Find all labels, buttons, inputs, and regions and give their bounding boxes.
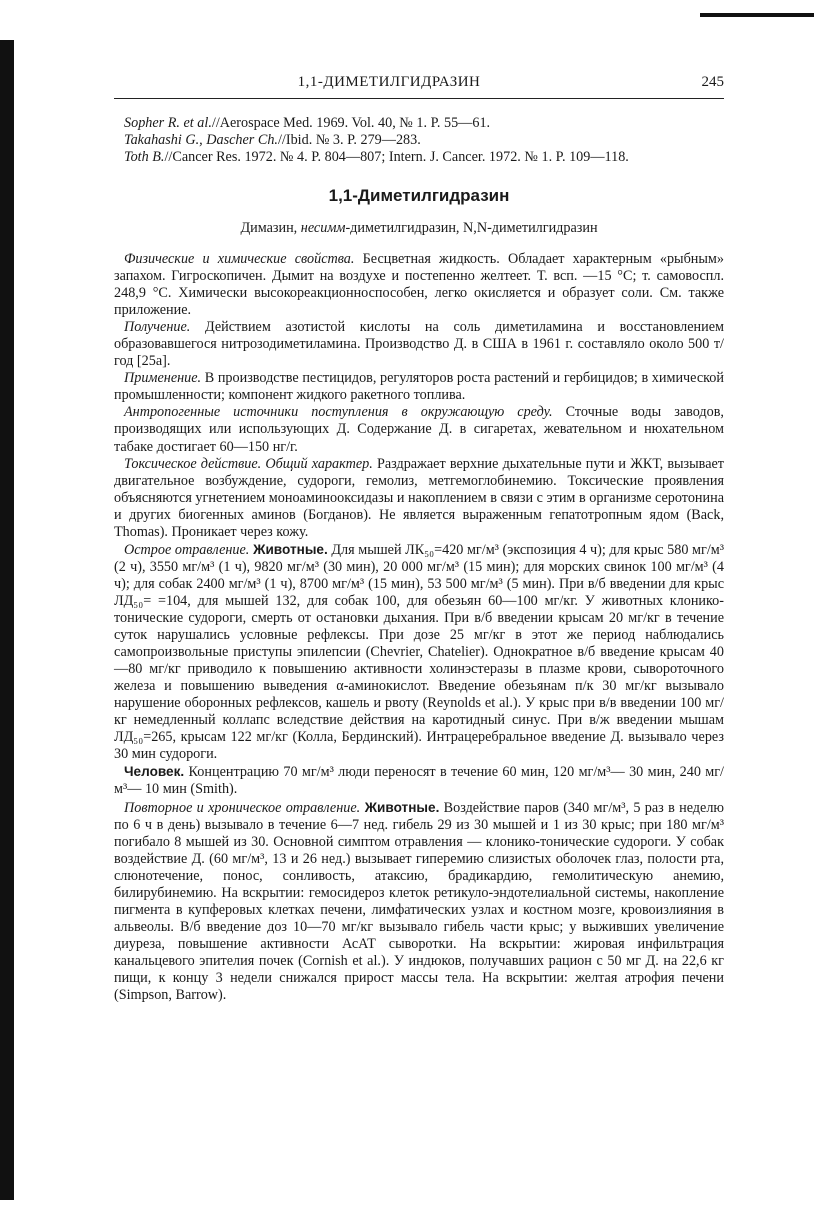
reference-item (114, 149, 724, 166)
reference-source: //Cancer Res. 1972. № 4. P. 804—807; Intern. J. Cancer. 1972. № 1. P. 109—118. (164, 149, 629, 165)
section-label: Острое отравление. (124, 541, 250, 558)
reference-source: //Ibid. № 3. P. 279—283. (277, 132, 421, 148)
section-text: Бесцветная жидкость. Обладает характерным «рыбным» запахом. Гигроскопичен. Дымит на воздухе и постепенно желтеет. Т. всп. —15 °С; т. самовоспл. 248,9 °С. Химически высокореакционноспособен, легко окисляется и образует соли. См. также приложение. (114, 251, 725, 319)
section-chronic-poisoning (114, 799, 724, 1005)
section-label: Повторное и хроническое отравление. (124, 799, 361, 816)
running-title: 1,1-ДИМЕТИЛГИДРАЗИН (297, 74, 481, 90)
section-text: Действием азотистой кислоты на соль диметиламина и восстановлением образовавшегося нитрозодиметиламина. Производство Д. в США в 1961 г. составляло около 500 т/год [25а]. (114, 319, 724, 370)
section-text: Для мышей ЛК₅₀=420 мг/м³ (экспозиция 4 ч); для крыс 580 мг/м³ (2 ч), 3550 мг/м³ (1 ч), 9820 мг/м³ (30 мин), 20 000 мг/м³ (15 мин); для морских свинок 100 мг/м³ (4 ч); для собак 2400 мг/м³ (1 ч), 8700 мг/м³ (15 мин), 53 500 мг/м³ (5 мин). При в/б введении для крыс ЛД₅₀= =104, для мышей 132, для собак 100, для обезьян 60—100 мг/кг. У животных клонико-тонические судороги, смерть от остановки дыхания. При в/б введении крысам 20 мг/кг в течение суток нарушались условные рефлексы. При дозе 25 мг/кг в этот же период наблюдались самопроизвольные приступы эпилепсии (Chevrier, Chatelier). Однократное в/б введение крысам 40—80 мг/кг приводило к повышению активности холинэстеразы в плазме крови, сывороточного железа и повышению выведения α-аминокислот. Введение обезьянам п/к 30 мг/кг вызывало нарушение оборонных рефлексов, кашель и рвоту (Reynolds et al.). У крыс при в/в введении 100 мг/кг немедленный коллапс вследствие действия на каротидный синус. При в/ж введении мышам ЛД₅₀=265, крысам 122 мг/кг (Колла, Бердинский). Интрацеребральное введение Д. вызывало через 30 мин судороги. (114, 541, 724, 763)
article-title: 1,1-Диметилгидразин (328, 186, 510, 205)
section-acute-poisoning (114, 541, 724, 764)
header-rule (114, 98, 724, 99)
section-application (114, 370, 724, 404)
section-label: Токсическое действие. Общий характер. (124, 455, 373, 472)
synonym-text: Димазин, (240, 220, 301, 236)
synonyms-line (114, 220, 724, 237)
synonym-text: -диметилгидразин, N,N-диметилгидразин (345, 220, 598, 236)
scan-edge-left (0, 40, 14, 1200)
synonym-prefix: несимм (300, 220, 346, 236)
book-page (114, 74, 724, 1004)
section-text: Воздействие паров (340 мг/м³, 5 раз в неделю по 6 ч в день) вызывало в течение 6—7 нед. гибель 29 из 30 мышей и 1 из 30 крыс; при 180 мг/м³ погибало 8 мышей из 30. Основной симптом отравления — клонико-тонические судороги. У собак воздействие Д. (60 мг/м³, 13 и 26 нед.) вызывает гиперемию слизистых оболочек глаз, полости рта, слюнотечение, понос, сонливость, атаксию, брадикардию, гемолитическую анемию, билирубинемию. На вскрытии: гемосидероз клеток ретикуло-эндотелиальной системы, накопление пигмента в купферовых клетках печени, лимфатических узлах и костном мозге, кровоизлияния в альвеолы. В/б введение доз 10—70 мг/кг вызывало гибель части крыс; у выживших увеличение диуреза, повышение активности АсАТ сыворотки. На вскрытии: жировая инфильтрация канальцевого эпителия почек (Cornish et al.). У индюков, получавших рацион с 50 мг Д. на 22,6 кг пищи, к концу 3 недели снижался прирост массы тела. На вскрытии: желтая атрофия печени (Simpson, Barrow). (114, 799, 724, 1004)
section-production (114, 319, 724, 370)
section-text: В производстве пестицидов, регуляторов роста растений и гербицидов; в химической промышленности; компонент жидкого ракетного топлива. (114, 370, 724, 404)
section-human (114, 763, 724, 798)
reference-authors: Toth B. (124, 149, 165, 165)
running-header (114, 74, 724, 96)
scan-edge-top (700, 13, 814, 17)
page-number: 245 (701, 74, 724, 90)
section-sublabel: Животные. (360, 799, 440, 815)
reference-list (114, 115, 724, 166)
article-body (114, 251, 724, 1004)
reference-authors: Sopher R. et al. (124, 115, 212, 131)
section-physical-properties (114, 251, 724, 319)
section-text: Сточные воды заводов, производящих или использующих Д. Содержание Д. в сигаретах, жевательном и нюхательном табаке достигает 60—150 нг/г. (114, 404, 724, 455)
section-sublabel: Человек. (124, 764, 185, 780)
section-toxic-action (114, 456, 724, 541)
section-sublabel: Животные. (249, 541, 328, 557)
section-text: Концентрацию 70 мг/м³ люди переносят в течение 60 мин, 120 мг/м³— 30 мин, 240 мг/м³— 10 мин (Smith). (114, 764, 724, 798)
section-label: Физические и химические свойства. (124, 251, 355, 267)
reference-authors: Takahashi G., Dascher Ch. (124, 132, 278, 148)
section-label: Применение. (124, 370, 202, 387)
reference-item (114, 115, 724, 132)
section-label: Получение. (124, 319, 191, 336)
section-text: Раздражает верхние дыхательные пути и ЖКТ, вызывает двигательное возбуждение, судороги, гемолиз, метгемоглобинемию. Токсические проявления объясняются угнетением моноаминооксидазы и накоплением в связи с этим в организме серотонина и других биогенных аминов (Богданов). Не является выраженным гепатотропным ядом (Back, Thomas). Проникает через кожу. (114, 455, 724, 540)
section-sources (114, 404, 724, 455)
reference-source: //Aerospace Med. 1969. Vol. 40, № 1. P. 55—61. (211, 115, 491, 131)
reference-item (114, 132, 724, 149)
section-label: Антропогенные источники поступления в окружающую среду. (124, 404, 553, 421)
